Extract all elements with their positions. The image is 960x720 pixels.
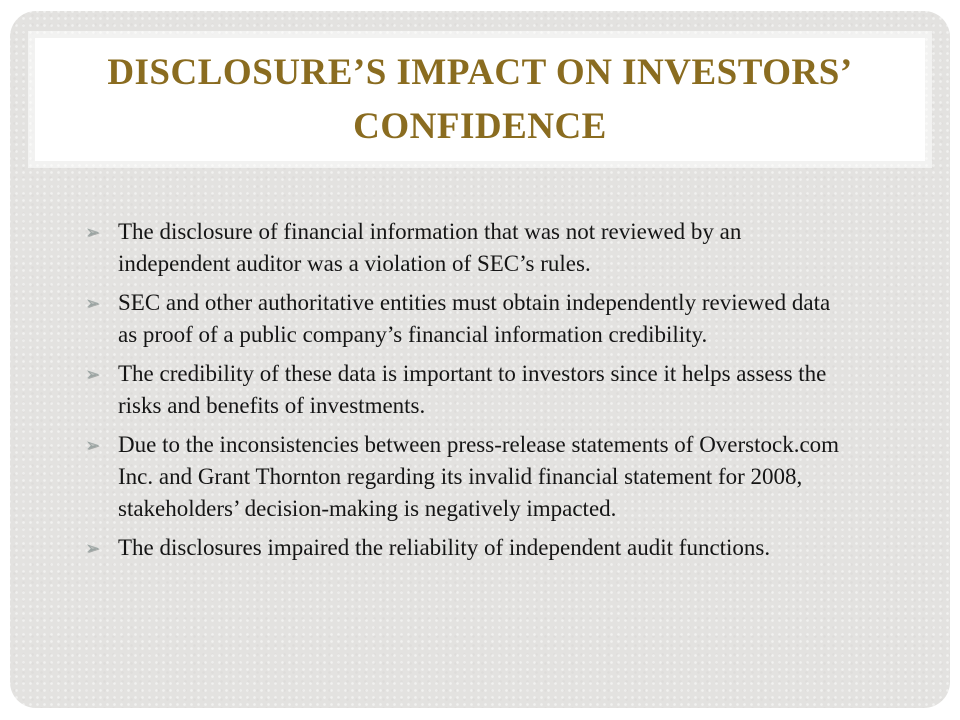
- arrow-bullet-icon: ➢: [85, 435, 101, 456]
- arrow-bullet-icon: ➢: [85, 364, 101, 385]
- bullet-text: SEC and other authoritative entities must obtain independently reviewed data as proof of a public company’s financial information credibility.: [118, 290, 831, 347]
- bullet-item: [85, 287, 847, 351]
- slide-title-box: [35, 38, 925, 161]
- bullet-item: [85, 358, 847, 422]
- arrow-bullet-icon: ➢: [85, 538, 101, 559]
- arrow-bullet-icon: ➢: [85, 293, 101, 314]
- arrow-bullet-icon: ➢: [85, 222, 101, 243]
- bullet-item: [85, 216, 847, 280]
- bullet-item: [85, 429, 847, 525]
- bullet-text: The disclosures impaired the reliability of independent audit functions.: [118, 535, 771, 560]
- bullet-item: [85, 532, 847, 564]
- slide: [10, 11, 950, 708]
- bullet-list: [85, 216, 847, 571]
- slide-title: DISCLOSURE’S IMPACT ON INVESTORS’ CONFIDENCE: [107, 51, 853, 147]
- bullet-text: The disclosure of financial information that was not reviewed by an independent auditor was a violation of SEC’s rules.: [118, 219, 742, 276]
- bullet-text: Due to the inconsistencies between press-release statements of Overstock.com Inc. and Grant Thornton regarding its invalid financial statement for 2008, stakeholders’ decision-making is negatively impacted.: [118, 432, 840, 521]
- bullet-text: The credibility of these data is important to investors since it helps assess the risks and benefits of investments.: [118, 361, 827, 418]
